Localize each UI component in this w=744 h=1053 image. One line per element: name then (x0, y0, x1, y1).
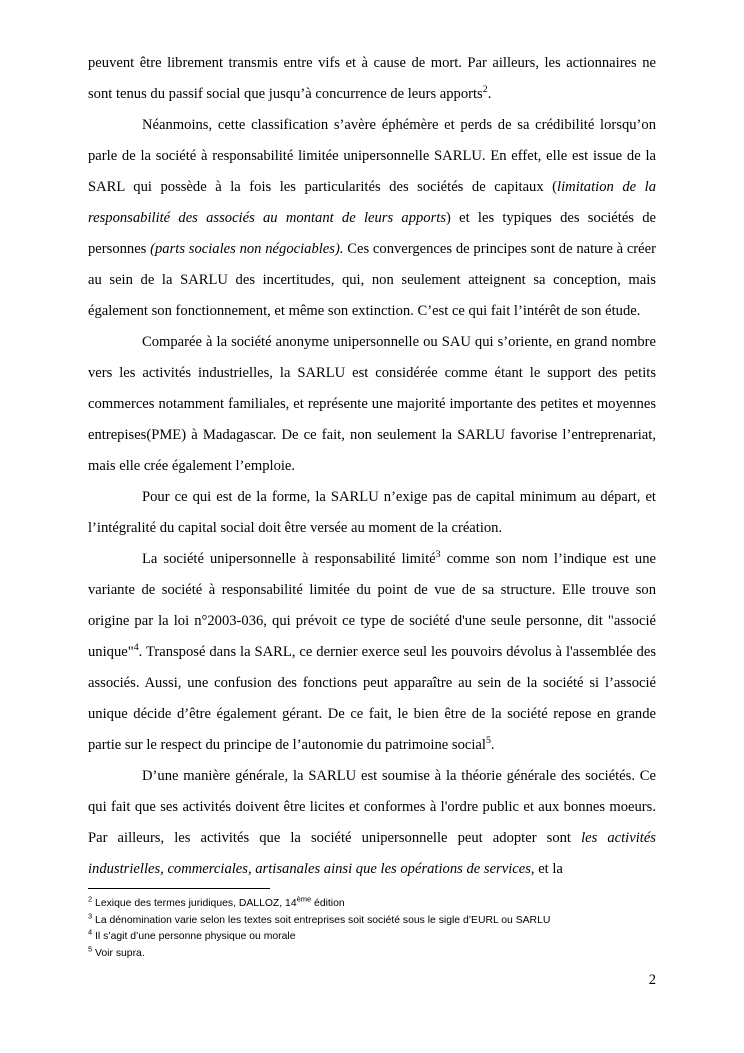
paragraph (88, 544, 656, 761)
footnote-text: Lexique des termes juridiques, DALLOZ, 14 (92, 898, 297, 909)
footnote-marker: 2 (88, 894, 93, 904)
footnote-marker: 4 (88, 927, 93, 937)
document-body (88, 48, 656, 885)
footnote-item (88, 913, 656, 930)
paragraph (88, 761, 656, 885)
footnote-reference: 2 (482, 84, 488, 96)
text-run: , et la (530, 861, 563, 877)
footnote-item (88, 946, 656, 963)
emphasis-text: limitation de la responsabilité des associés au montant de leurs apports (88, 179, 656, 226)
paragraph (88, 48, 656, 110)
text-run: La société unipersonnelle à responsabilité limité (142, 551, 436, 567)
footnote-separator (88, 888, 270, 889)
footnote-text-tail: édition (311, 898, 345, 909)
footnote-reference: 4 (133, 642, 139, 654)
footnote-ordinal: ème (296, 894, 312, 904)
footnote-reference: 3 (435, 549, 441, 561)
footnote-list (88, 896, 656, 962)
footnote-item (88, 929, 656, 946)
footnote-item (88, 896, 656, 913)
footnote-text: La dénomination varie selon les textes soit entreprises soit société sous le sigle d’EURL ou SARLU (92, 914, 551, 926)
text-run: Ces convergences de principes sont de nature à créer au sein de la SARLU des incertitudes, qui, non seulement atteignent sa conception, mais également son fonctionnement, et même son extinction. C’est ce qui fait l’intérêt de son étude. (88, 241, 656, 319)
emphasis-text: (parts sociales non négociables). (150, 241, 344, 257)
footnote-area (88, 888, 656, 962)
emphasis-text: les activités industrielles, commerciales, artisanales ainsi que les opérations de services (88, 830, 656, 877)
footnote-marker: 3 (88, 911, 93, 921)
text-run: . (487, 86, 492, 102)
paragraph (88, 327, 656, 482)
text-run: D’une manière générale, la SARLU est soumise à la théorie générale des sociétés. Ce qui fait que ses activités doivent être licites et conformes à l'ordre public et aux bonnes moeurs. Par ailleurs, les activités que la société unipersonnelle peut adopter sont (88, 768, 656, 846)
paragraph (88, 110, 656, 327)
paragraph (88, 482, 656, 544)
footnote-text: Voir supra. (92, 947, 145, 959)
text-run: comme son nom l’indique est une variante de société à responsabilité limitée du point de vue de sa structure. Elle trouve son origine par la loi n°2003-036, qui prévoit ce type de société d'une seule personne, dit "associé unique" (88, 551, 656, 660)
text-run: peuvent être librement transmis entre vifs et à cause de mort. Par ailleurs, les actionnaires ne sont tenus du passif social que jusqu’à concurrence de leurs apports (88, 55, 656, 102)
footnote-text: Il s’agit d’une personne physique ou morale (92, 931, 296, 942)
text-run: . (490, 737, 495, 753)
text-run: Comparée à la société anonyme unipersonnelle ou SAU qui s’oriente, en grand nombre vers les activités industrielles, la SARLU est considérée comme étant le support des petits commerces notamment familiales, et représente une majorité importante des petites et moyennes entrepises(PME) à Madagascar. De ce fait, non seulement la SARLU favorise l’entreprenariat, mais elle crée également l’emploie. (88, 334, 656, 474)
page-number: 2 (648, 972, 656, 988)
footnote-reference: 5 (485, 735, 491, 747)
text-run: Néanmoins, cette classification s’avère éphémère et perds de sa crédibilité lorsqu’on parle de la société à responsabilité limitée unipersonnelle SARLU. En effet, elle est issue de la SARL qui possède à la fois les particularités des sociétés de capitaux ( (88, 117, 656, 195)
text-run: Pour ce qui est de la forme, la SARLU n’exige pas de capital minimum au départ, et l’intégralité du capital social doit être versée au moment de la création. (88, 489, 656, 536)
text-run: . Transposé dans la SARL, ce dernier exerce seul les pouvoirs dévolus à l'assemblée des associés. Aussi, une confusion des fonctions peut apparaître au sein de la société si l’associé unique décide d’être également gérant. De ce fait, le bien être de la société repose en grande partie sur le respect du principe de l’autonomie du patrimoine social (88, 644, 656, 753)
footnote-marker: 5 (88, 944, 93, 954)
text-run: ) et les typiques des sociétés de personnes (88, 210, 657, 257)
